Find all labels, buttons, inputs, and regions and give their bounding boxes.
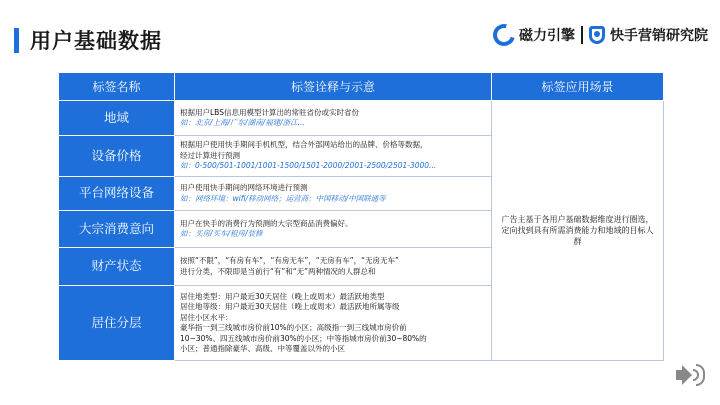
tag-desc-cell: [175, 286, 492, 361]
tag-name-cell: 居住分层: [59, 286, 175, 361]
desc-line: 按照“不限”，“有房有车”，“有房无车”，“无房有车”，“无房无车”: [180, 256, 399, 265]
tag-desc-cell: [175, 248, 492, 286]
desc-line: 居住地类型：用户最近30天居住（晚上或周末）最活跃地类型: [180, 291, 385, 301]
desc-line: 10~30%、四五线城市房价前30%的小区；中等指城市房价前30~80%的: [180, 333, 427, 343]
tag-name-cell: 财产状态: [59, 248, 175, 286]
tag-scene-cell: 广告主基于各用户基础数据维度进行圈选，定向找到具有所需消费能力和地域的目标人群: [492, 101, 664, 361]
desc-line: 用户使用快手期间的网络环境进行预测: [180, 183, 308, 192]
tag-name-cell: 地域: [59, 101, 175, 136]
cili-engine-logo-icon: [489, 20, 519, 50]
desc-line: 用户在快手的消费行为预测的大宗型商品消费偏好。: [180, 218, 353, 228]
desc-line: 居住地等级：用户最近30天居住（晚上或周末）最活跃地所属等级: [180, 302, 400, 311]
desc-line: 居住小区水平：: [180, 312, 233, 322]
tag-name-cell: 平台网络设备: [59, 177, 175, 211]
speaker-icon[interactable]: [676, 361, 706, 389]
desc-example: 如：网络环境：wifi/移动网络；运营商：中国移动/中国联通等: [180, 193, 386, 203]
kuaishou-institute-logo-icon: [589, 26, 605, 44]
title-accent-bar: [14, 28, 19, 53]
header-tag-name: 标签名称: [59, 73, 175, 101]
page-title: 用户基础数据: [30, 29, 162, 53]
brand2-label: 快手营销研究院: [610, 28, 708, 44]
desc-line: 进行分类，不限即是当前行“有”和“无”两种情况的人群总和: [180, 266, 376, 276]
tag-desc-cell: [175, 101, 492, 136]
data-table: [58, 72, 664, 361]
tag-name-cell: 大宗消费意向: [59, 211, 175, 248]
desc-example: 如：买房/买车/租房/装修: [180, 229, 263, 238]
desc-line: 根据用户LBS信息用模型计算出的常驻省份或实时省份: [180, 107, 359, 117]
desc-line: 根据用户使用快手期间手机机型，结合外部网站给出的品牌、价格等数据，: [180, 140, 428, 150]
desc-example: 如：0-500/501-1001/1001-1500/1501-2000/2001-2500/2501-3000...: [180, 161, 437, 171]
desc-example: 如：北京/上海/广东/湖南/福建/浙江...: [180, 118, 305, 127]
logo-divider: [581, 26, 583, 44]
tag-desc-cell: [175, 211, 492, 248]
desc-line: 经过计算进行预测: [180, 150, 240, 160]
header-logos: [493, 22, 708, 48]
header-tag-scene: 标签应用场景: [492, 73, 664, 101]
tag-desc-cell: [175, 177, 492, 211]
brand1-label: 磁力引擎: [519, 28, 575, 44]
tag-desc-cell: [175, 136, 492, 177]
desc-line: 小区；普通指除豪华、高级、中等覆盖以外的小区: [180, 344, 345, 353]
tag-name-cell: 设备价格: [59, 136, 175, 177]
table-row: [59, 101, 664, 136]
header-tag-desc: 标签诠释与示意: [175, 73, 492, 101]
desc-line: 豪华指一到三线城市房价前10%的小区；高级指一到三线城市房价前: [180, 323, 407, 332]
